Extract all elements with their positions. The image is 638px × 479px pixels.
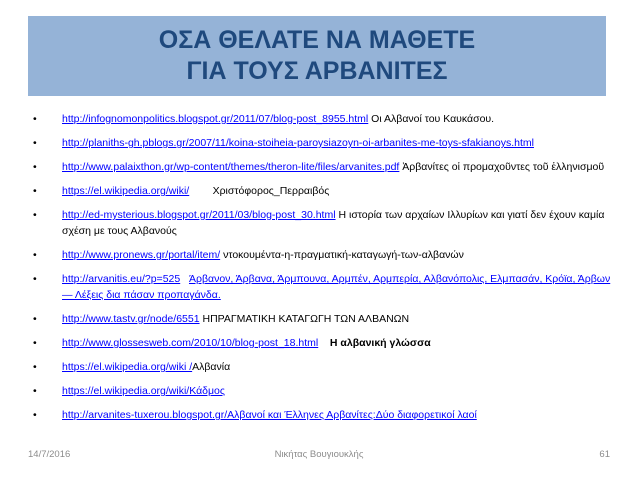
footer-date: 14/7/2016 — [28, 449, 71, 460]
item-text: Ἀρβανίτες οἱ προμαχοῦντες τοῦ ἑλληνισμοῦ — [399, 161, 605, 173]
list-item — [28, 207, 618, 239]
bullet: • — [33, 273, 37, 285]
list-item — [28, 359, 618, 375]
bullet: • — [33, 409, 37, 421]
reference-link[interactable]: http://arvanitis.eu/?p=525 — [62, 273, 181, 285]
bullet: • — [33, 249, 37, 261]
reference-link[interactable]: http://www.pronews.gr/portal/item/ — [62, 249, 221, 261]
item-text: ντοκουμέντα-η-πραγματική-καταγωγή-των-αλβανών — [220, 249, 464, 261]
title-line-1: ΟΣΑ ΘΕΛΑΤΕ ΝΑ ΜΑΘΕΤΕ — [158, 26, 476, 54]
list-item — [28, 183, 618, 199]
bullet: • — [33, 185, 37, 197]
reference-link-title[interactable]: Άρβανον, Άρβανα, Άρμπουνα, Αρμπέν, Αρμπερία, Αλβανόπολις, Ελμπασάν, Κρόϊα, Άρβων — Λέξεις δια πάσαν προπαγάνδα. — [62, 273, 611, 301]
list-item — [28, 383, 618, 399]
reference-link[interactable]: http://arvanites-tuxerou.blogspot.gr/Αλβανοί και Έλληνες Αρβανίτες:Δύο διαφορετικοί λαοί — [62, 409, 477, 421]
reference-link[interactable]: http://infognomonpolitics.blogspot.gr/2011/07/blog-post_8955.html — [62, 113, 369, 125]
reference-link[interactable]: http://planiths-gh.pblogs.gr/2007/11/koina-stoiheia-paroysiazoyn-oi-arbanites-me-toys-sfakianoys.html — [62, 137, 534, 149]
footer-author: Νικήτας Βουγιουκλής — [274, 449, 364, 460]
list-item — [28, 135, 618, 151]
list-item — [28, 407, 618, 423]
list-item — [28, 311, 618, 327]
bullet: • — [33, 137, 37, 149]
title-band — [28, 16, 606, 96]
bullet: • — [33, 161, 37, 173]
item-text: Οι Αλβανοί του Καυκάσου. — [368, 113, 495, 125]
bullet: • — [33, 361, 37, 373]
list-item — [28, 271, 618, 303]
item-text: Η ιστορία των αρχαίων Ιλλυρίων και γιατί δεν έχουν καμία σχέση με τους Αλβανούς — [62, 209, 605, 237]
list-item — [28, 111, 618, 127]
reference-link[interactable]: http://www.tastv.gr/node/6551 — [62, 313, 200, 325]
reference-link[interactable]: http://www.palaixthon.gr/wp-content/themes/theron-lite/files/arvanites.pdf — [62, 161, 400, 173]
reference-link[interactable]: http://www.glossesweb.com/2010/10/blog-post_18.html — [62, 337, 319, 349]
reference-link[interactable]: https://el.wikipedia.org/wiki / — [62, 361, 193, 373]
bullet: • — [33, 385, 37, 397]
item-spacer — [180, 273, 189, 285]
item-text: ΗΠΡΑΓΜΑΤΙΚΗ ΚΑΤΑΓΩΓΗ ΤΩΝ ΑΛΒΑΝΩΝ — [199, 313, 410, 325]
list-item — [28, 159, 618, 175]
bullet: • — [33, 337, 37, 349]
item-spacer — [318, 337, 330, 349]
bullet: • — [33, 313, 37, 325]
bullet: • — [33, 209, 37, 221]
reference-link[interactable]: http://ed-mysterious.blogspot.gr/2011/03/blog-post_30.html — [62, 209, 336, 221]
item-text: Αλβανία — [192, 361, 231, 373]
reference-link[interactable]: https://el.wikipedia.org/wiki/ — [62, 185, 190, 197]
title-line-2: ΓΙΑ ΤΟΥΣ ΑΡΒΑΝΙΤΕΣ — [186, 57, 448, 85]
reference-list — [28, 111, 618, 431]
list-item — [28, 335, 618, 351]
footer-page-number: 61 — [599, 449, 610, 460]
bullet: • — [33, 113, 37, 125]
list-item — [28, 247, 618, 263]
reference-link[interactable]: https://el.wikipedia.org/wiki/Κάδμος — [62, 385, 225, 397]
item-bold-text: Η αλβανική γλώσσα — [329, 337, 431, 349]
item-text: Χριστόφορος_Περραιβός — [189, 185, 330, 197]
